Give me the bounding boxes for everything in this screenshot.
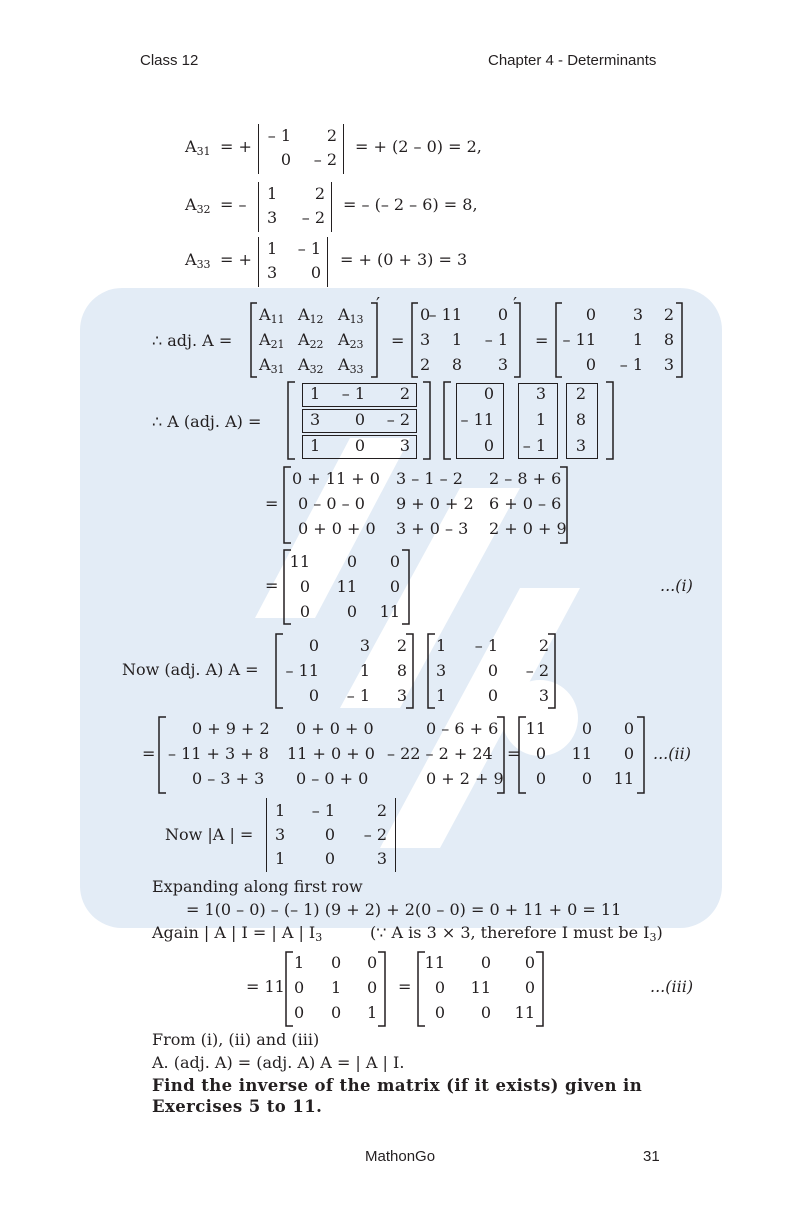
- cofactor-a32-determinant: [258, 182, 332, 232]
- det-cell: 0: [324, 849, 335, 868]
- matrix-cell: 0: [420, 305, 431, 324]
- matrix-cell: 0: [524, 978, 535, 997]
- matrix-cell: 3: [310, 410, 321, 429]
- matrix-cell: 1: [535, 410, 546, 429]
- matrix-cell: – 2: [386, 410, 410, 429]
- matrix-cell: 0: [483, 436, 494, 455]
- det-cell: 2: [376, 801, 387, 820]
- expanded-cell: 0 – 0 – 0: [298, 494, 365, 513]
- expanded-cell: – 11 + 3 + 8: [168, 744, 269, 763]
- expanded-cell: 3 – 1 – 2: [396, 469, 463, 488]
- matrix-cell: 2: [420, 355, 431, 374]
- det-cell: 0: [324, 825, 335, 844]
- matrix-cell: – 1: [619, 355, 643, 374]
- det-cell: 1: [275, 801, 286, 820]
- matrix-cell: 2: [575, 384, 586, 403]
- matrix-cell: 0: [480, 953, 491, 972]
- footer-brand: MathonGo: [365, 1148, 436, 1165]
- matrix-cell: – 11: [285, 661, 319, 680]
- matrix-cell: 1: [367, 1003, 378, 1022]
- cofactor-a31-label: $A_{31}$: [185, 137, 211, 158]
- matrix-cell: 0: [294, 978, 305, 997]
- cofactor-a33-determinant: [258, 237, 328, 287]
- cofactor-a22: $A_{22}$: [298, 330, 324, 351]
- matrix-cell: 2: [396, 636, 407, 655]
- product2-label: Now (adj. A) A =: [122, 660, 259, 679]
- expanded-cell: 2 – 8 + 6: [489, 469, 562, 488]
- matrix-cell: 1: [451, 330, 462, 349]
- adj-equals-2: =: [535, 331, 549, 350]
- det-cell: – 2: [363, 825, 387, 844]
- det-cell: 3: [376, 849, 387, 868]
- matrix-cell: – 1: [522, 436, 546, 455]
- equation-tag: ...(iii): [650, 977, 694, 996]
- det-cell: 1: [267, 184, 278, 203]
- det-cell: – 1: [267, 126, 291, 145]
- from-text: From (i), (ii) and (iii): [152, 1030, 320, 1049]
- matrix-cell: 0: [535, 744, 546, 763]
- matrix-cell: 11: [336, 577, 357, 596]
- page-number: 31: [643, 1148, 660, 1165]
- header-class: Class 12: [140, 52, 199, 69]
- expanded-cell: 0 + 2 + 9: [426, 769, 504, 788]
- expanded-cell: 0 + 0 + 0: [298, 519, 376, 538]
- det-cell: 3: [275, 825, 286, 844]
- matrix-cell: 0: [497, 305, 508, 324]
- matrix-cell: 0: [524, 953, 535, 972]
- matrix-cell: 1: [632, 330, 643, 349]
- matrix-cell: 3: [663, 355, 674, 374]
- expanded-cell: 6 + 0 – 6: [489, 494, 562, 513]
- matrix-cell: – 11: [428, 305, 462, 324]
- cofactor-a31-sign: = +: [220, 137, 252, 156]
- matrix-cell: 0: [487, 686, 498, 705]
- matrix-cell: 0: [367, 953, 378, 972]
- expanded-cell: 11 + 0 + 0: [287, 744, 375, 763]
- equals: =: [265, 494, 279, 513]
- cofactor-a32-label: $A_{32}$: [185, 195, 211, 216]
- expanded-cell: 0 – 0 + 0: [296, 769, 369, 788]
- matrix-cell: – 2: [525, 661, 549, 680]
- expanded-cell: 0 – 6 + 6: [426, 719, 499, 738]
- cofactor-a32-entry: $A_{32}$: [298, 355, 324, 376]
- matrix-cell: 11: [571, 744, 592, 763]
- expanded-cell: 0 + 9 + 2: [192, 719, 270, 738]
- matrix-cell: 0: [346, 552, 357, 571]
- matrix-cell: 11: [525, 719, 546, 738]
- matrix-cell: 3: [420, 330, 431, 349]
- matrix-cell: 3: [575, 436, 586, 455]
- matrix-cell: 3: [396, 686, 407, 705]
- matrix-cell: – 11: [562, 330, 596, 349]
- det-cell: 2: [326, 126, 337, 145]
- matrix-cell: 2: [538, 636, 549, 655]
- expanded-cell: 2 + 0 + 9: [489, 519, 567, 538]
- header-chapter: Chapter 4 - Determinants: [488, 52, 657, 69]
- matrix-cell: 0: [581, 719, 592, 738]
- matrix-cell: 1: [359, 661, 370, 680]
- adj-equals-1: =: [391, 331, 405, 350]
- equals: =: [142, 744, 156, 763]
- equation-tag: ...(i): [660, 576, 693, 595]
- det-label: Now |A | =: [165, 825, 254, 844]
- cofactor-a13: $A_{13}$: [338, 305, 364, 326]
- again-text: Again | A | I = | A | $I_3$: [152, 923, 323, 944]
- matrix-cell: 11: [514, 1003, 535, 1022]
- det-cell: – 2: [313, 150, 337, 169]
- cofactor-a31-determinant: [258, 124, 344, 174]
- matrix-cell: 8: [663, 330, 674, 349]
- matrix-cell: 3: [497, 355, 508, 374]
- matrix-cell: 0: [299, 577, 310, 596]
- det-cell: 0: [310, 263, 321, 282]
- expanded-cell: – 22 – 2 + 24: [387, 744, 493, 763]
- matrix-cell: 0: [585, 355, 596, 374]
- matrix-cell: 0: [354, 436, 365, 455]
- matrix-cell: 0: [389, 577, 400, 596]
- expanded-cell: 9 + 0 + 2: [396, 494, 474, 513]
- matrix-cell: 8: [575, 410, 586, 429]
- equation-tag: ...(ii): [653, 744, 691, 763]
- cofactor-a33-entry: $A_{33}$: [338, 355, 364, 376]
- matrix-cell: 1: [436, 686, 447, 705]
- equals: =: [398, 977, 412, 996]
- matrix-cell: 0: [331, 953, 342, 972]
- matrix-cell: 1: [331, 978, 342, 997]
- matrix-cell: 0: [623, 744, 634, 763]
- det-cell: – 1: [311, 801, 335, 820]
- matrix-cell: 0: [308, 636, 319, 655]
- det-cell: 2: [314, 184, 325, 203]
- expanding-text: Expanding along first row: [152, 877, 363, 896]
- matrix-cell: 3: [399, 436, 410, 455]
- matrix-cell: 8: [451, 355, 462, 374]
- det-cell: – 1: [297, 239, 321, 258]
- expanded-cell: 0 – 3 + 3: [192, 769, 265, 788]
- matrix-cell: 3: [538, 686, 549, 705]
- matrix-cell: 0: [354, 410, 365, 429]
- cofactor-a11: $A_{11}$: [259, 305, 285, 326]
- det-cell: 3: [267, 263, 278, 282]
- matrix-cell: 0: [308, 686, 319, 705]
- matrix-cell: 11: [470, 978, 491, 997]
- expanded-cell: 0 + 0 + 0: [296, 719, 374, 738]
- cofactor-a32-sign: = –: [220, 195, 247, 214]
- matrix-cell: 2: [663, 305, 674, 324]
- matrix-cell: 0: [480, 1003, 491, 1022]
- matrix-cell: 0: [483, 384, 494, 403]
- matrix-cell: 11: [379, 602, 400, 621]
- expansion-calc: = 1(0 – 0) – (– 1) (9 + 2) + 2(0 – 0) = 0 + 11 + 0 = 11: [186, 900, 622, 919]
- statement-text: A. (adj. A) = (adj. A) A = | A | I.: [152, 1053, 405, 1072]
- matrix-cell: 2: [399, 384, 410, 403]
- matrix-cell: 11: [613, 769, 634, 788]
- matrix-cell: 0: [294, 1003, 305, 1022]
- det-cell: 0: [280, 150, 291, 169]
- det-cell: – 2: [301, 208, 325, 227]
- matrix-cell: 1: [294, 953, 305, 972]
- matrix-cell: – 11: [460, 410, 494, 429]
- matrix-cell: 1: [436, 636, 447, 655]
- matrix-cell: 0: [299, 602, 310, 621]
- det-a-determinant: [266, 798, 396, 872]
- matrix-cell: 3: [632, 305, 643, 324]
- matrix-cell: – 1: [341, 384, 365, 403]
- matrix-cell: 8: [396, 661, 407, 680]
- transpose-mark: ′: [513, 294, 518, 315]
- matrix-cell: 0: [389, 552, 400, 571]
- matrix-cell: 1: [310, 384, 321, 403]
- matrix-cell: 0: [585, 305, 596, 324]
- cofactor-a23: $A_{23}$: [338, 330, 364, 351]
- det-cell: 3: [267, 208, 278, 227]
- matrix-cell: 3: [535, 384, 546, 403]
- matrix-cell: 0: [346, 602, 357, 621]
- cofactor-a21: $A_{21}$: [259, 330, 285, 351]
- cofactor-a12: $A_{12}$: [298, 305, 324, 326]
- product-label: ∴ A (adj. A) =: [152, 412, 262, 431]
- equals: =: [265, 576, 279, 595]
- matrix-cell: 1: [310, 436, 321, 455]
- matrix-cell: 11: [424, 953, 445, 972]
- exercise-heading: Find the inverse of the matrix (if it exists) given in Exercises 5 to 11.: [152, 1076, 643, 1116]
- matrix-cell: 0: [434, 1003, 445, 1022]
- matrix-cell: 3: [359, 636, 370, 655]
- cofactor-a31-result: = + (2 – 0) = 2,: [355, 137, 482, 156]
- matrix-cell: – 1: [474, 636, 498, 655]
- matrix-cell: 0: [434, 978, 445, 997]
- matrix-cell: 3: [436, 661, 447, 680]
- matrix-cell: 0: [487, 661, 498, 680]
- matrix-cell: 0: [331, 1003, 342, 1022]
- cofactor-a32-result: = – (– 2 – 6) = 8,: [343, 195, 478, 214]
- matrix-cell: 0: [367, 978, 378, 997]
- expanded-cell: 0 + 11 + 0: [292, 469, 380, 488]
- matrix-cell: – 1: [346, 686, 370, 705]
- matrix-cell: 0: [535, 769, 546, 788]
- cofactor-a33-result: = + (0 + 3) = 3: [340, 250, 468, 269]
- because-text: (∵ A is 3 × 3, therefore I must be $I_3$): [370, 923, 663, 944]
- det-cell: 1: [267, 239, 278, 258]
- transpose-mark: ′: [376, 294, 381, 315]
- det-cell: 1: [275, 849, 286, 868]
- cofactor-a31-entry: $A_{31}$: [259, 355, 285, 376]
- equals: =: [507, 744, 521, 763]
- matrix-cell: 0: [581, 769, 592, 788]
- adj-label: ∴ adj. A =: [152, 331, 233, 350]
- matrix-cell: 11: [289, 552, 310, 571]
- expanded-cell: 3 + 0 – 3: [396, 519, 469, 538]
- matrix-cell: 0: [623, 719, 634, 738]
- cofactor-a33-sign: = +: [220, 250, 252, 269]
- cofactor-a33-label: $A_{33}$: [185, 250, 211, 271]
- scalar-text: = 11: [246, 977, 285, 996]
- matrix-cell: – 1: [484, 330, 508, 349]
